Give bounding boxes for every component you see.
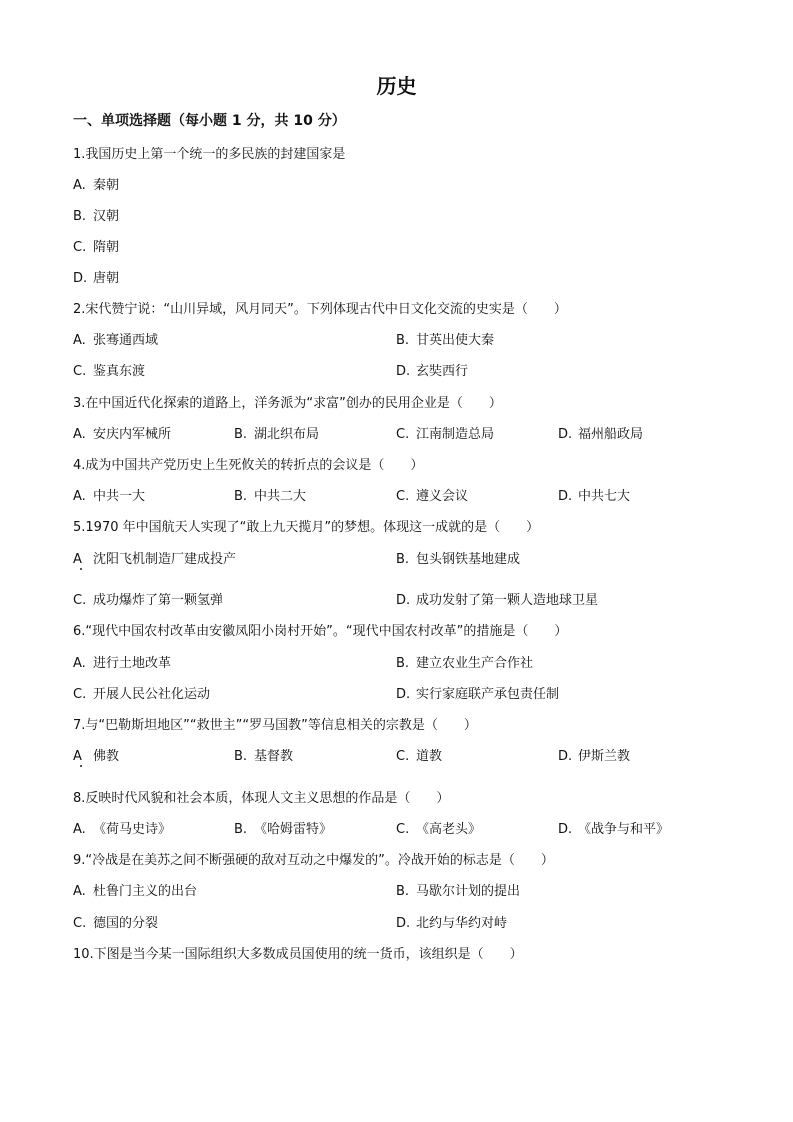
option-label: D. [396, 687, 411, 702]
option-9a[interactable] [73, 880, 197, 899]
option-text: 建立农业生产合作社 [416, 656, 534, 671]
question-1: 1.我国历史上第一个统一的多民族的封建国家是 [73, 147, 346, 162]
option-label: C. [73, 593, 87, 608]
option-text: 进行土地改革 [93, 656, 172, 671]
option-8c[interactable] [396, 818, 481, 837]
option-text: 安庆内军械所 [93, 427, 172, 442]
option-label: B. [73, 209, 87, 224]
option-text: 杜鲁门主义的出台 [93, 884, 198, 899]
option-label: C. [396, 749, 410, 764]
option-label: D. [396, 916, 411, 931]
option-text: 张骞通西域 [93, 333, 159, 348]
option-text: 基督教 [254, 749, 294, 764]
option-text: 江南制造总局 [416, 427, 495, 442]
option-label: C. [396, 489, 410, 504]
option-label: D. [558, 822, 573, 837]
option-5b[interactable] [396, 548, 520, 567]
option-1a[interactable] [73, 174, 119, 193]
option-8b[interactable] [234, 818, 332, 837]
option-label: A [73, 749, 82, 764]
option-label: B. [396, 884, 410, 899]
question-2: 2.宋代赞宁说：“山川异域，风月同天”。下列体现古代中日文化交流的史实是（ ） [73, 302, 567, 317]
question-4: 4.成为中国共产党历史上生死攸关的转折点的会议是（ ） [73, 458, 424, 473]
question-3: 3.在中国近代化探索的道路上，洋务派为“求富”创办的民用企业是（ ） [73, 396, 502, 411]
option-label: C. [73, 916, 87, 931]
option-label: B. [234, 427, 248, 442]
option-label: A. [73, 884, 86, 899]
question-5: 5.1970 年中国航天人实现了“敢上九天揽月”的梦想。体现这一成就的是（ ） [73, 520, 540, 535]
option-text: 秦朝 [93, 178, 120, 193]
option-label: A. [73, 427, 86, 442]
option-9b[interactable] [396, 880, 520, 899]
option-1b[interactable] [73, 205, 119, 224]
option-7a[interactable] [73, 745, 119, 764]
option-text: 甘英出使大秦 [416, 333, 495, 348]
option-label: D. [73, 271, 88, 286]
option-7b[interactable] [234, 745, 293, 764]
stray-dot-mark [80, 568, 82, 570]
option-3d[interactable] [558, 423, 643, 442]
option-text: 佛教 [93, 749, 120, 764]
option-text: 马歇尔计划的提出 [416, 884, 521, 899]
option-9d[interactable] [396, 912, 507, 931]
section-heading: 一、单项选择题（每小题 1 分，共 10 分） [73, 113, 346, 129]
option-2d[interactable] [396, 360, 468, 379]
option-text: 包头钢铁基地建成 [416, 552, 521, 567]
option-label: C. [73, 687, 87, 702]
option-text: 道教 [416, 749, 443, 764]
option-label: A. [73, 489, 86, 504]
option-label: A. [73, 656, 86, 671]
option-4b[interactable] [234, 485, 306, 504]
option-5c[interactable] [73, 589, 223, 608]
option-text: 唐朝 [93, 271, 120, 286]
page-title: 历史 [376, 74, 417, 98]
option-label: A. [73, 178, 86, 193]
option-label: B. [234, 822, 248, 837]
option-label: C. [73, 364, 87, 379]
option-text: 《荷马史诗》 [93, 822, 172, 837]
option-text: 伊斯兰教 [578, 749, 631, 764]
question-8: 8.反映时代风貌和社会本质，体现人文主义思想的作品是（ ） [73, 791, 450, 806]
question-10: 10.下图是当今某一国际组织大多数成员国使用的统一货币，该组织是（ ） [73, 947, 523, 962]
option-label: B. [396, 656, 410, 671]
option-text: 中共一大 [93, 489, 146, 504]
option-label: D. [558, 749, 573, 764]
option-7c[interactable] [396, 745, 442, 764]
option-label: C. [73, 240, 87, 255]
option-text: 实行家庭联产承包责任制 [416, 687, 560, 702]
option-6a[interactable] [73, 652, 171, 671]
option-3a[interactable] [73, 423, 171, 442]
option-label: B. [234, 489, 248, 504]
option-text: 汉朝 [93, 209, 120, 224]
option-label: D. [558, 427, 573, 442]
option-text: 《哈姆雷特》 [254, 822, 333, 837]
option-text: 隋朝 [93, 240, 120, 255]
option-text: 北约与华约对峙 [416, 916, 508, 931]
question-7: 7.与“巴勒斯坦地区”“救世主”“罗马国教”等信息相关的宗教是（ ） [73, 718, 477, 733]
option-1d[interactable] [73, 267, 119, 286]
option-text: 《高老头》 [416, 822, 482, 837]
option-label: B. [396, 552, 410, 567]
option-2c[interactable] [73, 360, 145, 379]
option-1c[interactable] [73, 236, 119, 255]
question-6: 6.“现代中国农村改革由安徽凤阳小岗村开始”。“现代中国农村改革”的措施是（ ） [73, 624, 568, 639]
option-5d[interactable] [396, 589, 598, 608]
option-label: D. [396, 593, 411, 608]
option-text: 沈阳飞机制造厂建成投产 [93, 552, 237, 567]
option-5a[interactable] [73, 548, 236, 567]
option-text: 玄奘西行 [416, 364, 469, 379]
option-label: C. [396, 427, 410, 442]
option-text: 湖北织布局 [254, 427, 320, 442]
option-label: A [73, 552, 82, 567]
option-8d[interactable] [558, 818, 669, 837]
option-2a[interactable] [73, 329, 158, 348]
option-text: 中共七大 [578, 489, 631, 504]
option-text: 《战争与和平》 [578, 822, 670, 837]
option-label: D. [396, 364, 411, 379]
option-4a[interactable] [73, 485, 145, 504]
option-7d[interactable] [558, 745, 630, 764]
option-4d[interactable] [558, 485, 630, 504]
option-label: D. [558, 489, 573, 504]
stray-dot-mark [80, 765, 82, 767]
question-9: 9.“冷战是在美苏之间不断强硬的敌对互动之中爆发的”。冷战开始的标志是（ ） [73, 853, 554, 868]
option-label: A. [73, 333, 86, 348]
option-text: 鉴真东渡 [93, 364, 146, 379]
option-label: C. [396, 822, 410, 837]
option-6b[interactable] [396, 652, 533, 671]
option-6d[interactable] [396, 683, 559, 702]
option-text: 开展人民公社化运动 [93, 687, 211, 702]
option-text: 成功爆炸了第一颗氢弹 [93, 593, 224, 608]
option-text: 福州船政局 [578, 427, 644, 442]
option-label: B. [396, 333, 410, 348]
option-text: 成功发射了第一颗人造地球卫星 [416, 593, 599, 608]
option-3b[interactable] [234, 423, 319, 442]
option-6c[interactable] [73, 683, 210, 702]
option-3c[interactable] [396, 423, 494, 442]
option-label: B. [234, 749, 248, 764]
option-text: 中共二大 [254, 489, 307, 504]
option-4c[interactable] [396, 485, 468, 504]
option-label: A. [73, 822, 86, 837]
option-text: 德国的分裂 [93, 916, 159, 931]
option-text: 遵义会议 [416, 489, 469, 504]
option-8a[interactable] [73, 818, 171, 837]
option-2b[interactable] [396, 329, 494, 348]
option-9c[interactable] [73, 912, 158, 931]
